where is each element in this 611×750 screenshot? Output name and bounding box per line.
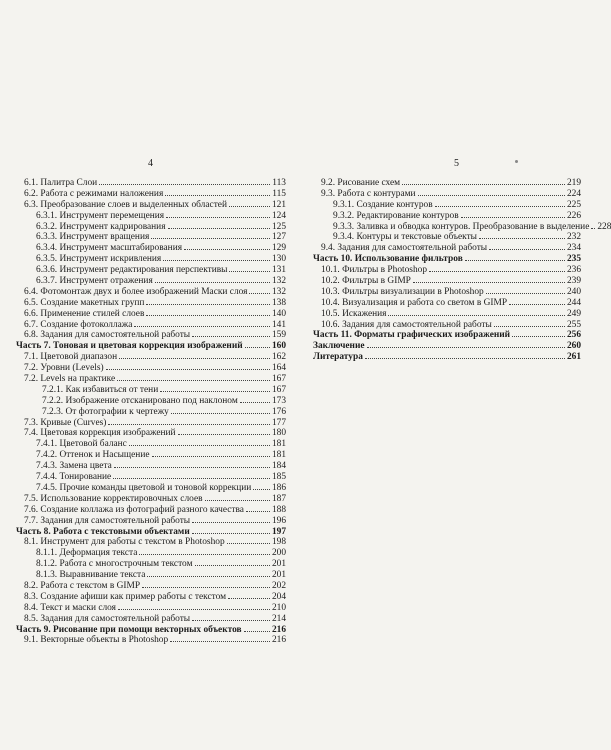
toc-entry-page: 198 — [271, 537, 286, 548]
toc-entry-title: 6.3.7. Инструмент отражения — [36, 276, 153, 287]
dot-leader — [228, 591, 270, 599]
toc-entry-title: 6.3.2. Инструмент кадрирования — [36, 221, 166, 232]
toc-entry-title: 7.3. Кривые (Curves) — [24, 417, 107, 428]
toc-entry-page: 197 — [271, 526, 286, 537]
toc-entry-page: 113 — [272, 178, 286, 188]
toc-entry — [16, 460, 286, 471]
toc-entry-title: 7.2. Уровни (Levels) — [24, 363, 104, 374]
toc-entry — [16, 547, 286, 558]
toc-entry — [313, 221, 611, 232]
dot-leader — [170, 634, 270, 642]
toc-entry — [16, 427, 286, 438]
dot-leader — [249, 286, 270, 294]
toc-entry-page: 173 — [271, 395, 286, 406]
toc-entry-page: 225 — [566, 199, 581, 210]
toc-entry-title: 7.2.3. От фотографии к чертежу — [42, 406, 169, 417]
dot-leader — [192, 526, 270, 534]
dot-leader — [461, 210, 565, 218]
dot-leader — [465, 253, 565, 261]
toc-entry — [16, 406, 286, 417]
dot-leader — [106, 362, 270, 370]
toc-entry — [16, 188, 286, 199]
dot-leader — [512, 329, 565, 337]
toc-entry — [313, 275, 581, 286]
toc-entry-page: 201 — [271, 559, 286, 570]
toc-entry-title: 6.3.4. Инструмент масштабирования — [36, 243, 183, 254]
toc-entry-page: 140 — [271, 308, 286, 319]
toc-entry-title: Заключение — [313, 341, 365, 352]
page-number: 5 — [454, 158, 459, 169]
toc-entry-title: 8.1.2. Работа с многострочным текстом — [36, 559, 193, 570]
toc-entry-title: 7.2.1. Как избавиться от тени — [42, 384, 159, 395]
toc-entry-title: 9.2. Рисование схем — [321, 178, 401, 188]
toc-entry-page: 185 — [271, 472, 286, 483]
toc-entry-page: 177 — [271, 417, 286, 428]
toc-entry-page: 160 — [271, 341, 286, 352]
toc-entry — [313, 188, 581, 199]
dot-leader — [227, 536, 270, 544]
toc-entry-page: 125 — [271, 221, 286, 232]
toc-entry-title: 7.1. Цветовой диапазон — [24, 352, 118, 363]
dot-leader — [139, 547, 270, 555]
toc-entry-page: 216 — [271, 635, 286, 646]
dot-leader — [435, 199, 565, 207]
toc-entry — [313, 297, 581, 308]
dot-leader — [591, 221, 595, 229]
toc-part-entry — [313, 253, 581, 264]
toc-entry — [16, 373, 286, 384]
dot-leader — [429, 264, 565, 272]
toc-entry — [16, 253, 286, 264]
toc-entry-title: 10.6. Задания для самостоятельной работы — [321, 319, 492, 330]
toc-entry — [16, 569, 286, 580]
toc-entry — [16, 634, 286, 645]
toc-entry-title: 8.5. Задания для самостоятельной работы — [24, 613, 191, 624]
dot-leader — [192, 613, 270, 621]
toc-entry-page: 121 — [271, 199, 286, 210]
toc-entry-title: 10.3. Фильтры визуализации в Photoshop — [321, 286, 484, 297]
toc-entry-page: 196 — [271, 515, 286, 526]
toc-entry-title: 10.5. Искажения — [321, 308, 387, 319]
toc-entry-title: 7.4.2. Оттенок и Насыщение — [36, 450, 150, 461]
toc-entry-title: 9.3. Работа с контурами — [321, 188, 416, 199]
toc-entry-page: 162 — [271, 352, 286, 363]
dot-leader — [108, 417, 270, 425]
toc-entry — [313, 264, 581, 275]
toc-entry — [313, 199, 581, 210]
toc-part-entry — [16, 526, 286, 537]
toc-entry — [313, 319, 581, 330]
toc-entry-page: 232 — [566, 232, 581, 243]
toc-entry-title: 10.1. Фильтры в Photoshop — [321, 265, 428, 276]
toc-entry-title: 10.2. Фильтры в GIMP — [321, 276, 411, 287]
toc-entry-page: 141 — [271, 319, 286, 330]
toc-entry-title: 7.4.4. Тонирование — [36, 472, 112, 483]
toc-entry-title: Часть 11. Форматы графических изображений — [313, 330, 511, 341]
toc-entry — [16, 438, 286, 449]
toc-part-entry — [313, 351, 581, 362]
dot-leader — [113, 471, 270, 479]
toc-entry-title: 9.3.3. Заливка и обводка контуров. Преобразование в выделение — [333, 221, 590, 232]
toc-entry — [16, 297, 286, 308]
dot-leader — [418, 188, 565, 196]
toc-entry — [16, 417, 286, 428]
toc-entry-page: 132 — [271, 286, 286, 297]
toc-entry-page: 210 — [271, 602, 286, 613]
toc-entry-page: 239 — [566, 276, 581, 287]
toc-entry — [16, 177, 286, 188]
toc-entry-page: 127 — [271, 232, 286, 243]
dot-leader — [178, 427, 270, 435]
toc-entry-title: 9.4. Задания для самостоятельной работы — [321, 243, 488, 254]
toc-entry — [16, 536, 286, 547]
toc-entry-title: 9.1. Векторные объекты в Photoshop — [24, 635, 169, 646]
toc-entry-title: 8.1. Инструмент для работы с текстом в Photoshop — [24, 537, 225, 548]
toc-entry-title: 7.6. Создание коллажа из фотографий разного качества — [24, 504, 244, 515]
toc-entry-page: 234 — [566, 243, 581, 254]
dot-leader — [253, 482, 270, 490]
dot-leader — [171, 406, 270, 414]
toc-entry-page: 219 — [566, 178, 581, 188]
toc-entry-title: 6.8. Задания для самостоятельной работы — [24, 330, 191, 341]
toc-entry-title: Литература — [313, 352, 363, 363]
toc-entry — [16, 384, 286, 395]
dot-leader — [494, 319, 565, 327]
toc-entry — [16, 449, 286, 460]
toc-entry-title: 8.1.3. Выравнивание текста — [36, 570, 146, 581]
toc-entry-page: 131 — [271, 265, 286, 276]
toc-entry-page: 235 — [566, 254, 581, 265]
toc-entry-page: 115 — [272, 188, 286, 199]
toc-entry-title: 8.1.1. Деформация текста — [36, 548, 138, 559]
paper-speck — [515, 160, 518, 163]
toc-entry — [16, 395, 286, 406]
toc-entry — [313, 242, 581, 253]
dot-leader — [163, 253, 270, 261]
toc-entry — [16, 221, 286, 232]
toc-entry-page: 244 — [566, 297, 581, 308]
toc-entry — [16, 471, 286, 482]
dot-leader — [168, 221, 270, 229]
dot-leader — [117, 373, 270, 381]
toc-entry-page: 188 — [271, 504, 286, 515]
toc-entry-title: 8.2. Работа с текстом в GIMP — [24, 580, 141, 591]
toc-entry — [16, 231, 286, 242]
dot-leader — [489, 242, 565, 250]
dot-leader — [155, 275, 270, 283]
toc-entry-title: 7.4.3. Замена цвета — [36, 461, 112, 472]
dot-leader — [99, 177, 270, 185]
toc-entry-page: 240 — [566, 286, 581, 297]
toc-entry — [16, 210, 286, 221]
toc-entry-page: 159 — [271, 330, 286, 341]
toc-entry-page: 181 — [271, 439, 286, 450]
dot-leader — [245, 340, 270, 348]
left-page — [0, 0, 300, 750]
toc-entry — [16, 275, 286, 286]
page-number: 4 — [148, 158, 153, 169]
toc-entry-title: Часть 7. Тоновая и цветовая коррекция изображений — [16, 341, 243, 352]
toc-entry-page: 180 — [271, 428, 286, 439]
right-page — [300, 0, 611, 750]
toc-entry-title: 9.3.2. Редактирование контуров — [333, 210, 459, 221]
toc-entry-page: 201 — [271, 570, 286, 581]
toc-entry-page: 226 — [566, 210, 581, 221]
toc-entry-title: 6.3.6. Инструмент редактирования перспективы — [36, 265, 228, 276]
toc-entry-page: 214 — [271, 613, 286, 624]
dot-leader — [229, 199, 270, 207]
dot-leader — [160, 384, 270, 392]
dot-leader — [192, 329, 270, 337]
toc-entry-page: 130 — [271, 254, 286, 265]
dot-leader — [367, 340, 565, 348]
dot-leader — [118, 602, 270, 610]
dot-leader — [119, 351, 270, 359]
dot-leader — [246, 504, 270, 512]
toc-entry-title: 7.4.5. Прочие команды цветовой и тоновой коррекции — [36, 482, 252, 493]
dot-leader — [129, 438, 270, 446]
toc-entry-page: 184 — [271, 461, 286, 472]
toc-part-entry — [16, 340, 286, 351]
toc-entry-title: 6.2. Работа с режимами наложения — [24, 188, 164, 199]
dot-leader — [134, 319, 269, 327]
toc-entry-page: 224 — [566, 188, 581, 199]
toc-entry — [16, 242, 286, 253]
toc-entry-page: 129 — [271, 243, 286, 254]
toc-entry-page: 256 — [566, 330, 581, 341]
toc-entry-title: 10.4. Визуализация и работа со светом в GIMP — [321, 297, 508, 308]
dot-leader — [402, 177, 565, 185]
toc-entry-page: 261 — [566, 352, 581, 363]
dot-leader — [147, 569, 270, 577]
toc-entry — [16, 591, 286, 602]
dot-leader — [413, 275, 565, 283]
toc-entry — [16, 493, 286, 504]
dot-leader — [146, 308, 270, 316]
toc-entry-title: 6.6. Применение стилей слоев — [24, 308, 145, 319]
toc-entry-page: 124 — [271, 210, 286, 221]
toc-entry-title: Часть 10. Использование фильтров — [313, 254, 463, 265]
dot-leader — [184, 242, 270, 250]
toc-entry-page: 167 — [271, 374, 286, 385]
dot-leader — [486, 286, 565, 294]
dot-leader — [195, 558, 270, 566]
toc-entry — [16, 264, 286, 275]
toc-entry-title: 6.1. Палитра Слои — [24, 178, 98, 188]
toc-entry-title: 7.7. Задания для самостоятельной работы — [24, 515, 191, 526]
toc-entry — [313, 177, 581, 188]
dot-leader — [509, 297, 565, 305]
dot-leader — [192, 515, 270, 523]
toc-entry — [313, 286, 581, 297]
toc-entry-page: 186 — [271, 482, 286, 493]
toc-entry — [16, 504, 286, 515]
toc-entry-title: 7.2.2. Изображение отсканировано под наклоном — [42, 395, 238, 406]
toc-entry-title: 6.3.5. Инструмент искривления — [36, 254, 162, 265]
dot-leader — [165, 188, 270, 196]
toc-entry — [16, 199, 286, 210]
toc-entry-page: 164 — [271, 363, 286, 374]
toc-entry-title: 8.3. Создание афиши как пример работы с текстом — [24, 591, 227, 602]
toc-entry — [16, 613, 286, 624]
dot-leader — [114, 460, 270, 468]
toc-entry-page: 202 — [271, 580, 286, 591]
toc-entry-page: 236 — [566, 265, 581, 276]
toc-entry-page: 204 — [271, 591, 286, 602]
table-of-contents — [16, 177, 286, 645]
toc-entry — [16, 308, 286, 319]
toc-entry — [16, 319, 286, 330]
toc-entry — [16, 580, 286, 591]
toc-entry — [16, 286, 286, 297]
toc-entry-title: Часть 9. Рисование при помощи векторных объектов — [16, 624, 242, 635]
toc-entry-page: 260 — [566, 341, 581, 352]
dot-leader — [151, 231, 270, 239]
dot-leader — [142, 580, 270, 588]
toc-entry-page: 255 — [566, 319, 581, 330]
toc-part-entry — [16, 624, 286, 635]
toc-entry-title: 6.4. Фотомонтаж двух и более изображений Маски слоя — [24, 286, 248, 297]
toc-entry-page: 138 — [271, 297, 286, 308]
dot-leader — [166, 210, 270, 218]
toc-entry — [313, 210, 581, 221]
dot-leader — [244, 624, 270, 632]
toc-entry-title: 7.4.1. Цветовой баланс — [36, 439, 127, 450]
toc-entry-title: 6.3. Преобразование слоев и выделенных областей — [24, 199, 227, 210]
toc-entry-title: 8.4. Текст и маски слоя — [24, 602, 116, 613]
toc-entry-title: 6.3.3. Инструмент вращения — [36, 232, 150, 243]
toc-entry-title: 7.5. Использование корректировочных слоев — [24, 493, 203, 504]
toc-entry-page: 181 — [271, 450, 286, 461]
toc-entry-page: 132 — [271, 276, 286, 287]
toc-entry — [16, 329, 286, 340]
dot-leader — [152, 449, 270, 457]
toc-entry-page: 216 — [271, 624, 286, 635]
dot-leader — [365, 351, 565, 359]
toc-entry-title: 9.3.1. Создание контуров — [333, 199, 433, 210]
toc-entry-page: 200 — [271, 548, 286, 559]
toc-entry-title: Часть 8. Работа с текстовыми объектами — [16, 526, 190, 537]
dot-leader — [229, 264, 269, 272]
dot-leader — [205, 493, 270, 501]
toc-entry-page: 187 — [271, 493, 286, 504]
toc-entry — [313, 231, 581, 242]
toc-entry-title: 6.5. Создание макетных групп — [24, 297, 145, 308]
toc-entry — [16, 515, 286, 526]
toc-entry — [16, 558, 286, 569]
dot-leader — [146, 297, 270, 305]
toc-entry-title: 7.4. Цветовая коррекция изображений — [24, 428, 176, 439]
toc-entry-title: 7.2. Levels на практике — [24, 374, 116, 385]
toc-entry-page: 249 — [566, 308, 581, 319]
dot-leader — [388, 308, 564, 316]
toc-entry — [16, 362, 286, 373]
toc-entry-title: 6.7. Создание фотоколлажа — [24, 319, 133, 330]
toc-entry-page: 176 — [271, 406, 286, 417]
toc-entry — [313, 308, 581, 319]
dot-leader — [240, 395, 270, 403]
table-of-contents — [313, 177, 611, 363]
toc-entry — [16, 482, 286, 493]
toc-part-entry — [313, 340, 581, 351]
toc-entry-page: 167 — [271, 384, 286, 395]
toc-part-entry — [313, 329, 581, 340]
toc-entry-title: 9.3.4. Контуры и текстовые объекты — [333, 232, 477, 243]
dot-leader — [479, 231, 565, 239]
toc-entry — [16, 351, 286, 362]
toc-entry — [16, 602, 286, 613]
toc-entry-page: 228 — [597, 221, 611, 232]
toc-entry-title: 6.3.1. Инструмент перемещения — [36, 210, 165, 221]
